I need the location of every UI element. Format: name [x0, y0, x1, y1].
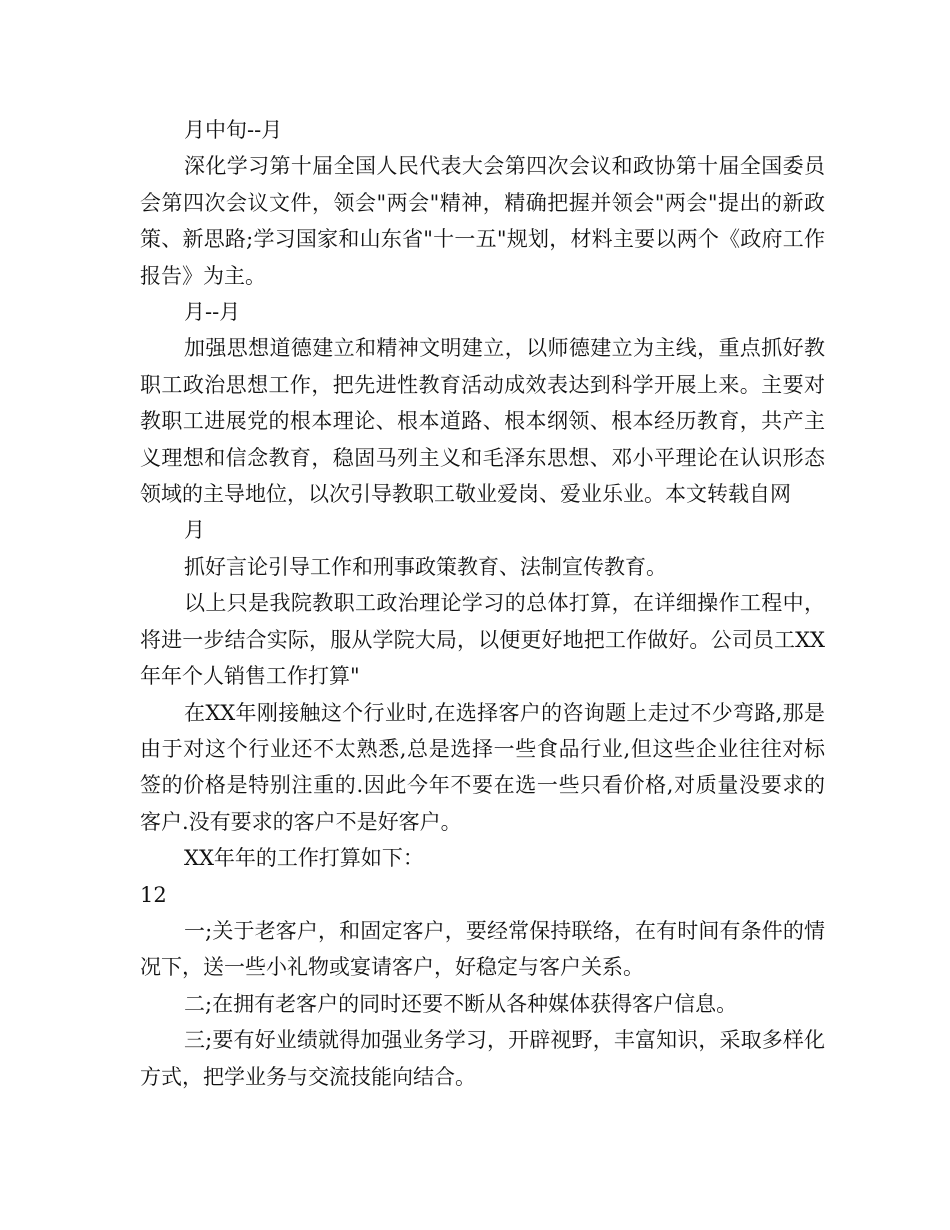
paragraph: 以上只是我院教职工政治理论学习的总体打算，在详细操作工程中，将进一步结合实际，服从学院大局，以便更好地把工作做好。公司员工XX年年个人销售工作打算" — [140, 591, 825, 689]
paragraph: 在XX年刚接触这个行业时,在选择客户的咨询题上走过不少弯路,那是由于对这个行业还不太熟悉,总是选择一些食品行业,但这些企业往往对标签的价格是特别注重的.因此今年不要在选一些只看价格,对质量没要求的客户.没有要求的客户不是好客户。 — [140, 700, 825, 834]
paragraph: 月 — [184, 518, 205, 543]
paragraph: 加强思想道德建立和精神文明建立，以师德建立为主线，重点抓好教职工政治思想工作，把先进性教育活动成效表达到科学开展上来。主要对教职工进展党的根本理论、根本道路、根本纲领、根本经历教育，共产主义理想和信念教育，稳固马列主义和毛泽东思想、邓小平理论在认识形态领域的主导地位，以次引导教职工敬业爱岗、爱业乐业。本文转载自网 — [140, 336, 825, 507]
paragraph: 月--月 — [184, 300, 241, 325]
document-body — [140, 112, 825, 1095]
paragraph: XX年年的工作打算如下： — [184, 846, 424, 871]
paragraph: 三;要有好业绩就得加强业务学习，开辟视野，丰富知识，采取多样化方式，把学业务与交流技能向结合。 — [140, 1028, 825, 1089]
page-number-text: 12 — [140, 882, 167, 907]
paragraph: 抓好言论引导工作和刑事政策教育、法制宣传教育。 — [184, 554, 667, 579]
paragraph: 月中旬--月 — [184, 118, 283, 142]
paragraph: 二;在拥有老客户的同时还要不断从各种媒体获得客户信息。 — [184, 991, 738, 1016]
paragraph: 一;关于老客户，和固定客户，要经常保持联络，在有时间有条件的情况下，送一些小礼物或宴请客户，好稳定与客户关系。 — [140, 918, 825, 980]
paragraph: 深化学习第十届全国人民代表大会第四次会议和政协第十届全国委员会第四次会议文件，领会"两会"精神，精确把握并领会"两会"提出的新政策、新思路;学习国家和山东省"十一五"规划，材料主要以两个《政府工作报告》为主。 — [140, 154, 825, 288]
